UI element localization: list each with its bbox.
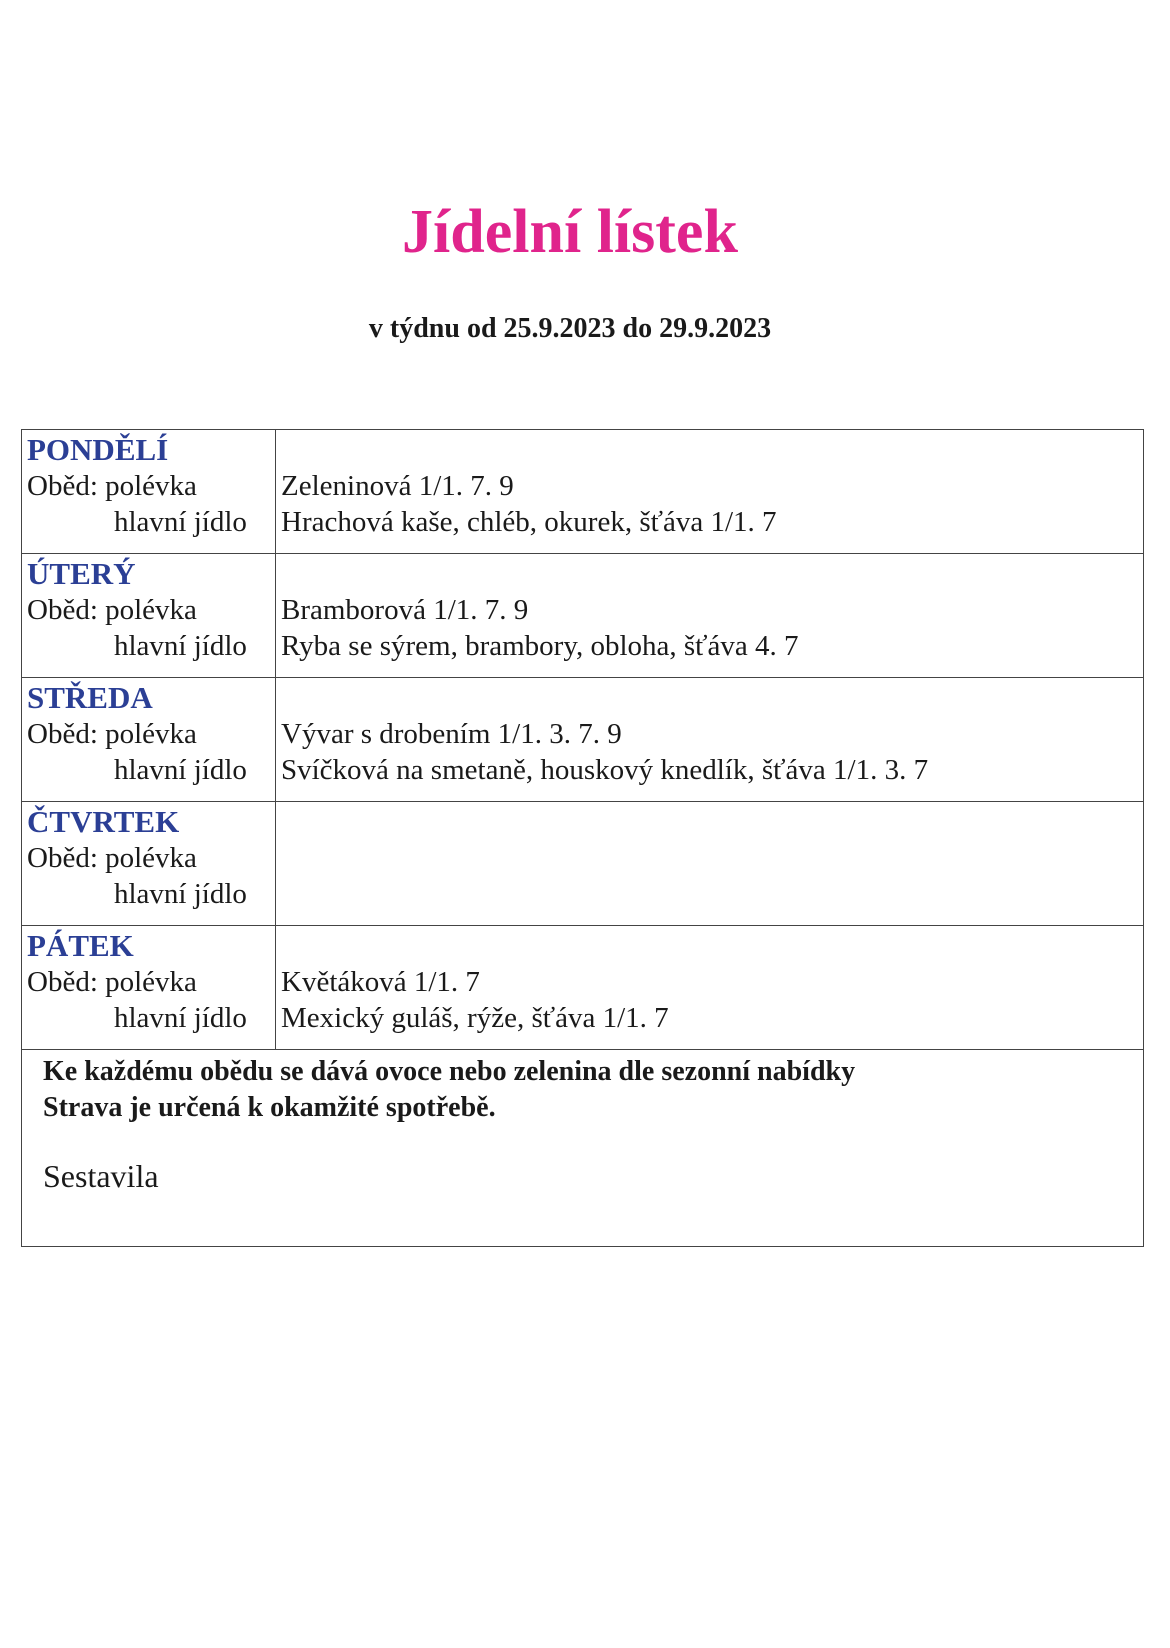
- soup-label: Oběd: polévka: [27, 842, 197, 874]
- day-row-wednesday: [22, 678, 1143, 802]
- page-title: Jídelní lístek: [402, 198, 738, 266]
- dish-cell: [276, 926, 1143, 1049]
- dish-cell: [276, 678, 1143, 801]
- day-label-cell: [22, 430, 276, 553]
- consumption-note: Strava je určená k okamžité spotřebě.: [43, 1092, 496, 1123]
- week-range: v týdnu od 25.9.2023 do 29.9.2023: [368, 313, 772, 344]
- soup-dish: Bramborová 1/1. 7. 9: [281, 594, 529, 626]
- day-label-cell: [22, 554, 276, 677]
- soup-dish: Vývar s drobením 1/1. 3. 7. 9: [281, 718, 622, 750]
- dish-cell: [276, 554, 1143, 677]
- fruit-note: Ke každému obědu se dává ovoce nebo zelenina dle sezonní nabídky: [43, 1056, 856, 1087]
- main-course-label: hlavní jídlo: [114, 506, 247, 538]
- main-course-label: hlavní jídlo: [114, 1002, 247, 1034]
- day-name: PONDĚLÍ: [27, 432, 169, 467]
- main-dish: Svíčková na smetaně, houskový knedlík, šťáva 1/1. 3. 7: [281, 754, 929, 786]
- compiled-by: Sestavila: [43, 1158, 159, 1194]
- soup-label: Oběd: polévka: [27, 966, 197, 998]
- menu-footer: [22, 1050, 1143, 1246]
- dish-cell: [276, 430, 1143, 553]
- soup-label: Oběd: polévka: [27, 718, 197, 750]
- main-dish: Hrachová kaše, chléb, okurek, šťáva 1/1. 7: [281, 506, 777, 538]
- day-row-thursday: [22, 802, 1143, 926]
- main-dish: Mexický guláš, rýže, šťáva 1/1. 7: [281, 1002, 669, 1034]
- day-name: PÁTEK: [27, 928, 134, 963]
- day-name: ČTVRTEK: [27, 804, 180, 839]
- main-course-label: hlavní jídlo: [114, 630, 247, 662]
- soup-dish: Květáková 1/1. 7: [281, 966, 480, 998]
- day-name: ÚTERÝ: [27, 556, 136, 591]
- soup-label: Oběd: polévka: [27, 594, 197, 626]
- menu-table: [21, 429, 1144, 1247]
- soup-dish: Zeleninová 1/1. 7. 9: [281, 470, 514, 502]
- day-label-cell: [22, 926, 276, 1049]
- main-dish: Ryba se sýrem, brambory, obloha, šťáva 4. 7: [281, 630, 799, 662]
- main-course-label: hlavní jídlo: [114, 754, 247, 786]
- day-label-cell: [22, 678, 276, 801]
- day-row-monday: [22, 430, 1143, 554]
- day-name: STŘEDA: [27, 680, 153, 715]
- day-label-cell: [22, 802, 276, 925]
- main-course-label: hlavní jídlo: [114, 878, 247, 910]
- dish-cell: [276, 802, 1143, 925]
- day-row-tuesday: [22, 554, 1143, 678]
- soup-label: Oběd: polévka: [27, 470, 197, 502]
- day-row-friday: [22, 926, 1143, 1050]
